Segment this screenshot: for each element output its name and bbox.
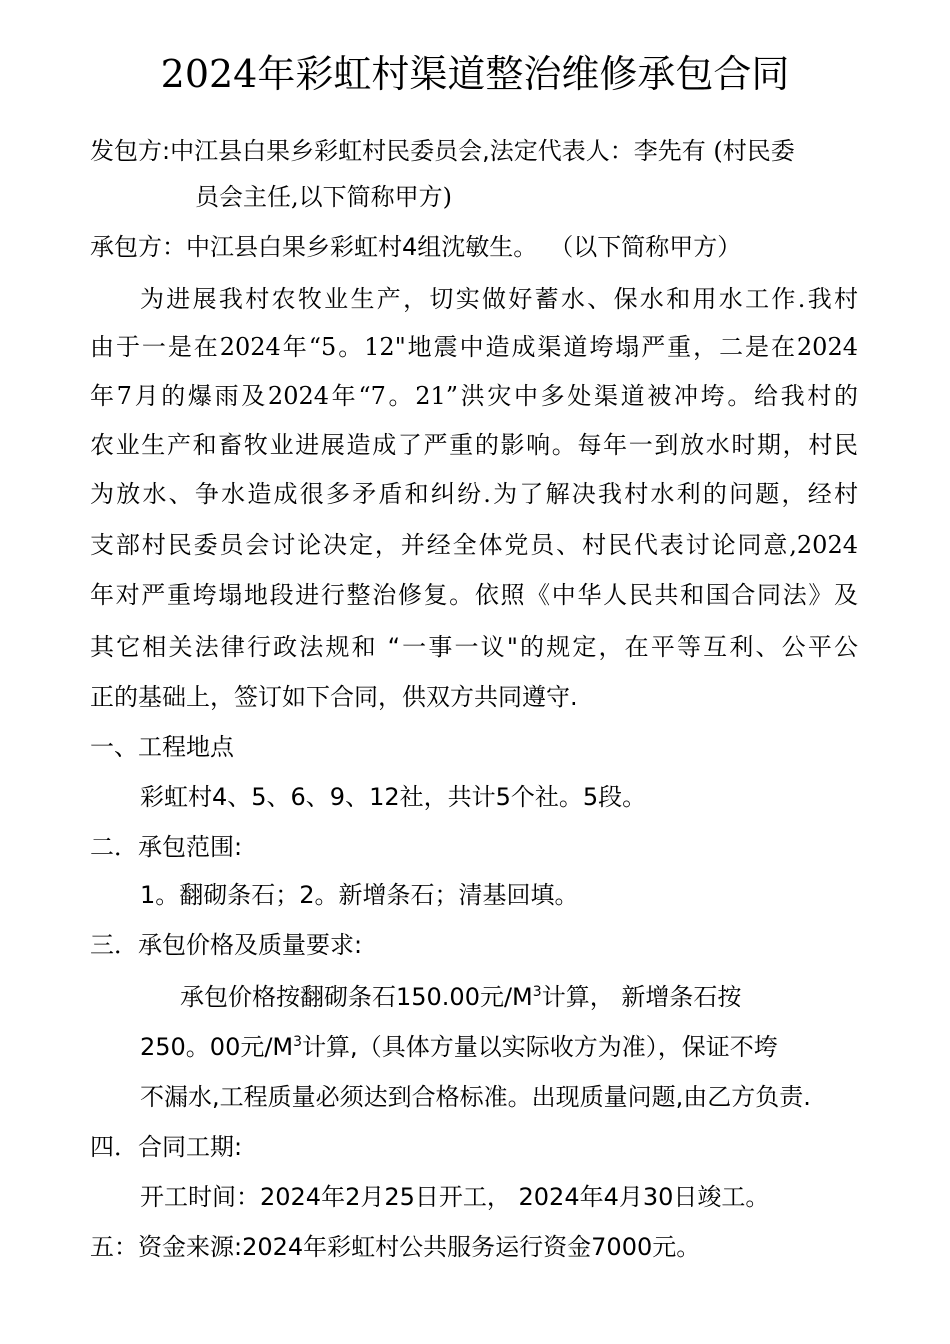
contractor-name: 承包方：中江县白果乡彩虹村4组沈敏生。 xyxy=(90,233,538,261)
section-2-body: 1。翻砌条石；2。新增条石；清基回填。 xyxy=(140,881,579,909)
preamble-purpose: 为进展我村农牧业生产，切实做好蓄水、保水和用水工作 xyxy=(140,285,798,313)
contractor-note: （以下简称甲方） xyxy=(549,233,742,261)
section-3-heading: 三．承包价格及质量要求: xyxy=(90,931,363,959)
preamble-line-1-tail: .我村 xyxy=(797,285,858,313)
price-text-e: 垮 xyxy=(753,1033,778,1061)
section-4-body: 开工时间：2024年2月25日开工， 2024年4月30日竣工。 xyxy=(140,1183,770,1211)
contractor-line xyxy=(90,230,741,265)
employer-representative: 法定代表人：李先有 (村民委 xyxy=(489,137,795,165)
preamble-line-1 xyxy=(140,282,858,317)
preamble-repair-sentence: 年对严重垮塌地段进行整治修复。 xyxy=(90,581,475,609)
section-2-heading: 二．承包范围: xyxy=(90,833,243,861)
section-3-price-line-2 xyxy=(140,1030,778,1065)
section-4-heading: 四．合同工期: xyxy=(90,1133,243,1161)
section-3-quality-line: 不漏水,工程质量必须达到合格标准。出现质量问题,由乙方负责. xyxy=(140,1083,811,1111)
price-text-a: 承包价格按翻砌条石150.00元/M xyxy=(180,983,533,1011)
preamble-line-6: 支部村民委员会讨论决定，并经全体党员、村民代表讨论同意,2024 xyxy=(90,531,858,559)
cubic-superscript-1: 3 xyxy=(532,984,542,1000)
employer-note: 员会主任,以下简称甲方) xyxy=(195,183,452,211)
preamble-legal-basis: 依照《中华人民共和国合同法》及 xyxy=(474,581,858,609)
preamble-line-3: 年7月的爆雨及2024年“7。21”洪灾中多处渠道被冲垮。给我村的 xyxy=(90,382,858,410)
section-3-price-line-1 xyxy=(180,980,741,1014)
preamble-line-7 xyxy=(90,578,858,613)
section-1-body: 彩虹村4、5、6、9、12社，共计5个社。5段。 xyxy=(140,783,647,811)
preamble-line-4: 农业生产和畜牧业进展造成了严重的影响。每年一到放水时期，村民 xyxy=(90,431,858,459)
cubic-superscript-2: 3 xyxy=(293,1034,303,1050)
preamble-line-8: 其它相关法律行政法规和 “一事一议"的规定，在平等互利、公平公 xyxy=(90,633,858,661)
price-text-c: 250。00元/M xyxy=(140,1033,294,1061)
price-text-b: 计算， 新增条石按 xyxy=(541,983,742,1011)
preamble-line-9: 正的基础上，签订如下合同，供双方共同遵守. xyxy=(90,683,578,711)
employer-line xyxy=(90,134,795,169)
preamble-line-5: 为放水、争水造成很多矛盾和纠纷.为了解决我村水利的问题，经村 xyxy=(90,480,858,508)
section-1-heading: 一、工程地点 xyxy=(90,733,234,761)
document-title: 2024年彩虹村渠道整治维修承包合同 xyxy=(160,52,790,96)
employer-name: 发包方:中江县白果乡彩虹村民委员会, xyxy=(90,137,490,165)
price-text-d: 计算,（具体方量以实际收方为准），保证不 xyxy=(302,1033,754,1061)
preamble-line-2: 由于一是在2024年“5。12"地震中造成渠道垮塌严重，二是在2024 xyxy=(90,333,858,361)
section-5-line: 五：资金来源:2024年彩虹村公共服务运行资金7000元。 xyxy=(90,1233,701,1261)
